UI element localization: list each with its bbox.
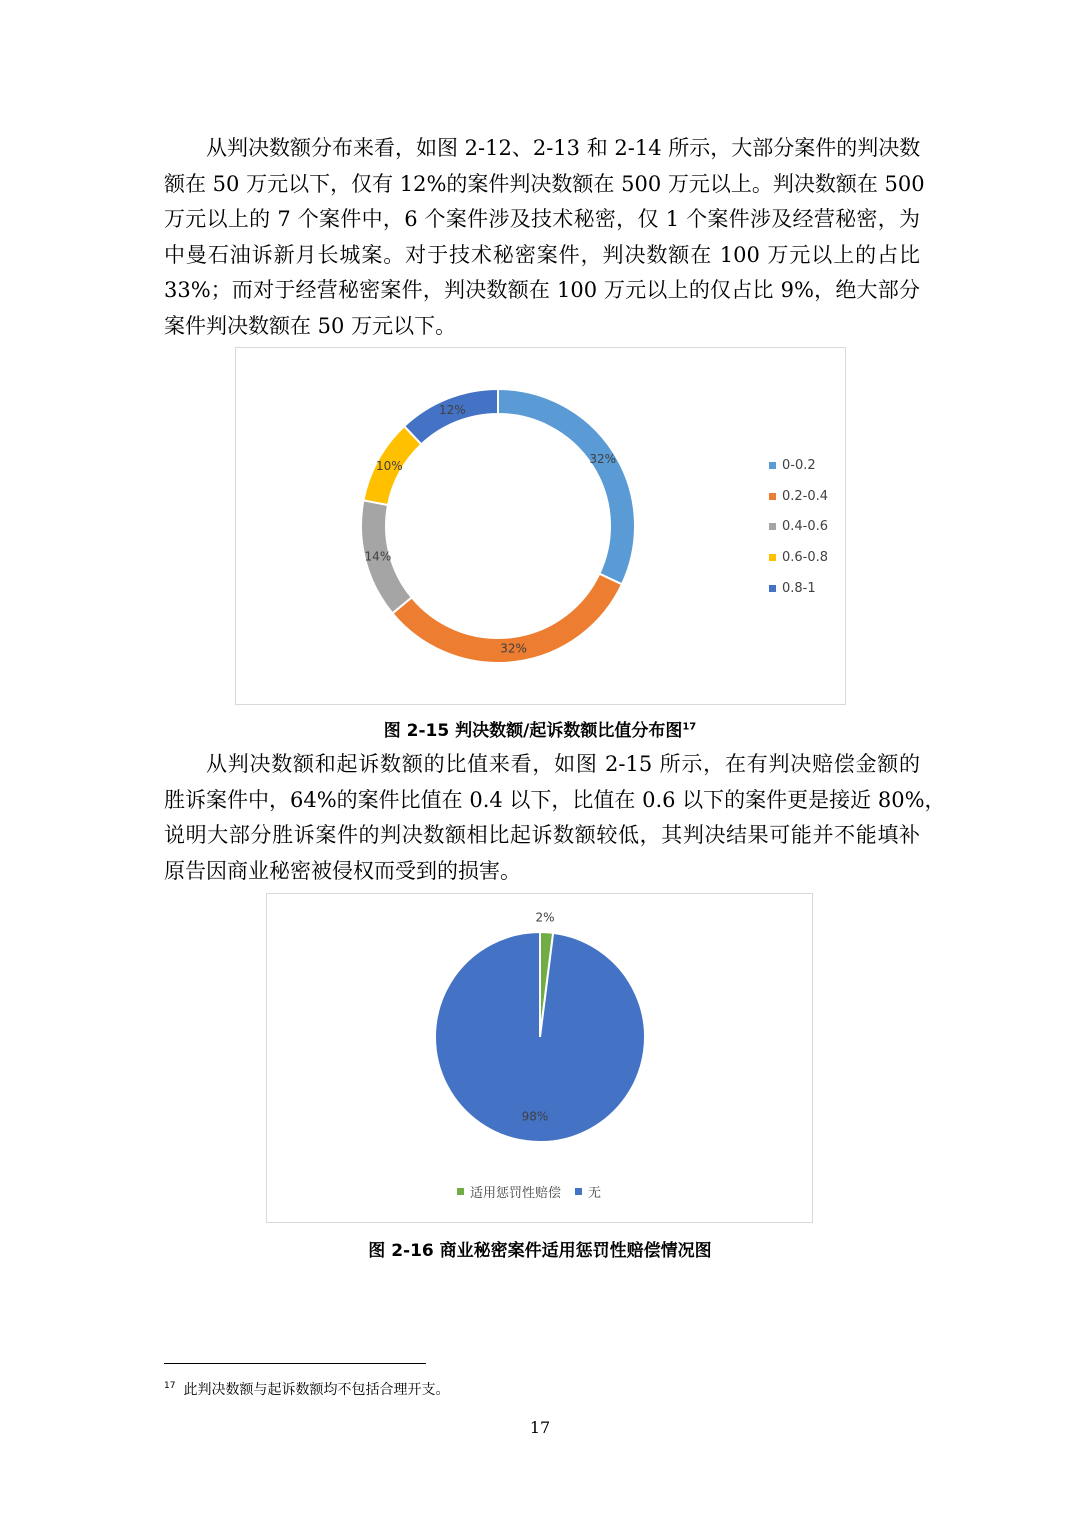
legend-swatch <box>769 585 776 592</box>
figure-2-15-caption <box>0 716 1080 741</box>
figure-caption-text: 图 2-15 判决数额/起诉数额比值分布图 <box>383 721 683 741</box>
legend-item-0.8-1 <box>769 573 828 604</box>
legend-item-0.6-0.8 <box>769 542 828 573</box>
legend-swatch <box>769 493 776 500</box>
data-label-0.2-0.4: 32% <box>500 641 527 656</box>
legend-label: 0-0.2 <box>782 457 816 473</box>
legend-swatch <box>769 523 776 530</box>
data-label-0-0.2: 32% <box>589 452 617 467</box>
legend-swatch <box>769 554 776 561</box>
text-line: 额在 50 万元以下，仅有 12%的案件判决数额在 500 万元以上。判决数额在 500 <box>164 171 925 196</box>
legend-item-无 <box>575 1182 601 1201</box>
ratio-donut-chart-frame <box>235 347 846 705</box>
data-label-适用惩罚性赔偿: 2% <box>535 910 555 925</box>
footnote <box>164 1379 449 1399</box>
footnote-divider <box>164 1363 426 1364</box>
legend-label: 0.6-0.8 <box>782 549 829 565</box>
footnote-marker: 17 <box>164 1381 176 1392</box>
data-label-0.4-0.6: 14% <box>364 549 392 564</box>
legend-label: 0.8-1 <box>782 580 816 596</box>
text-line: 从判决数额分布来看，如图 2-12、2-13 和 2-14 所示，大部分案件的判决数 <box>206 136 921 160</box>
data-label-0.8-1: 12% <box>439 403 466 418</box>
legend-item-0-0.2 <box>769 450 828 481</box>
text-line: 中曼石油诉新月长城案。对于技术秘密案件，判决数额在 100 万元以上的占比 <box>164 242 920 267</box>
punitive-pie-chart-frame <box>266 893 813 1223</box>
legend-label: 适用惩罚性赔偿 <box>470 1186 562 1201</box>
slice-0-0.2 <box>498 389 635 584</box>
legend-label: 0.2-0.4 <box>782 488 829 504</box>
text-line: 案件判决数额在 50 万元以下。 <box>164 313 457 338</box>
legend-label: 0.4-0.6 <box>782 519 829 535</box>
figure-caption-text: 图 2-16 商业秘密案件适用惩罚性赔偿情况图 <box>368 1241 712 1261</box>
ratio-donut-legend <box>769 450 828 603</box>
paragraph-ratio-analysis <box>164 747 946 889</box>
data-label-无: 98% <box>521 1109 549 1124</box>
figure-2-16-caption <box>0 1236 1080 1261</box>
punitive-pie-legend <box>457 1182 601 1201</box>
text-line: 万元以上的 7 个案件中，6 个案件涉及技术秘密，仅 1 个案件涉及经营秘密，为 <box>164 207 920 231</box>
footnote-ref: 17 <box>682 721 697 733</box>
text-line: 说明大部分胜诉案件的判决数额相比起诉数额较低，其判决结果可能并不能填补 <box>164 823 920 847</box>
legend-swatch <box>575 1188 582 1195</box>
page-number: 17 <box>529 1418 551 1437</box>
text-line: 从判决数额和起诉数额的比值来看，如图 2-15 所示，在有判决赔偿金额的 <box>206 752 920 776</box>
legend-swatch <box>769 462 776 469</box>
legend-item-0.2-0.4 <box>769 481 828 512</box>
text-line: 33%；而对于经营秘密案件，判决数额在 100 万元以上的仅占比 9%，绝大部分 <box>164 278 920 302</box>
text-line: 胜诉案件中，64%的案件比值在 0.4 以下，比值在 0.6 以下的案件更是接近 80%， <box>164 787 946 812</box>
punitive-pie-chart <box>267 894 812 1222</box>
legend-item-0.4-0.6 <box>769 511 828 542</box>
paragraph-judgment-distribution <box>164 131 925 344</box>
legend-item-适用惩罚性赔偿 <box>457 1182 561 1201</box>
ratio-donut-chart <box>236 348 845 704</box>
text-line: 原告因商业秘密被侵权而受到的损害。 <box>164 858 521 883</box>
legend-swatch <box>457 1188 464 1195</box>
legend-label: 无 <box>588 1186 602 1201</box>
footnote-text: 此判决数额与起诉数额均不包括合理开支。 <box>183 1382 450 1398</box>
data-label-0.6-0.8: 10% <box>376 458 403 473</box>
